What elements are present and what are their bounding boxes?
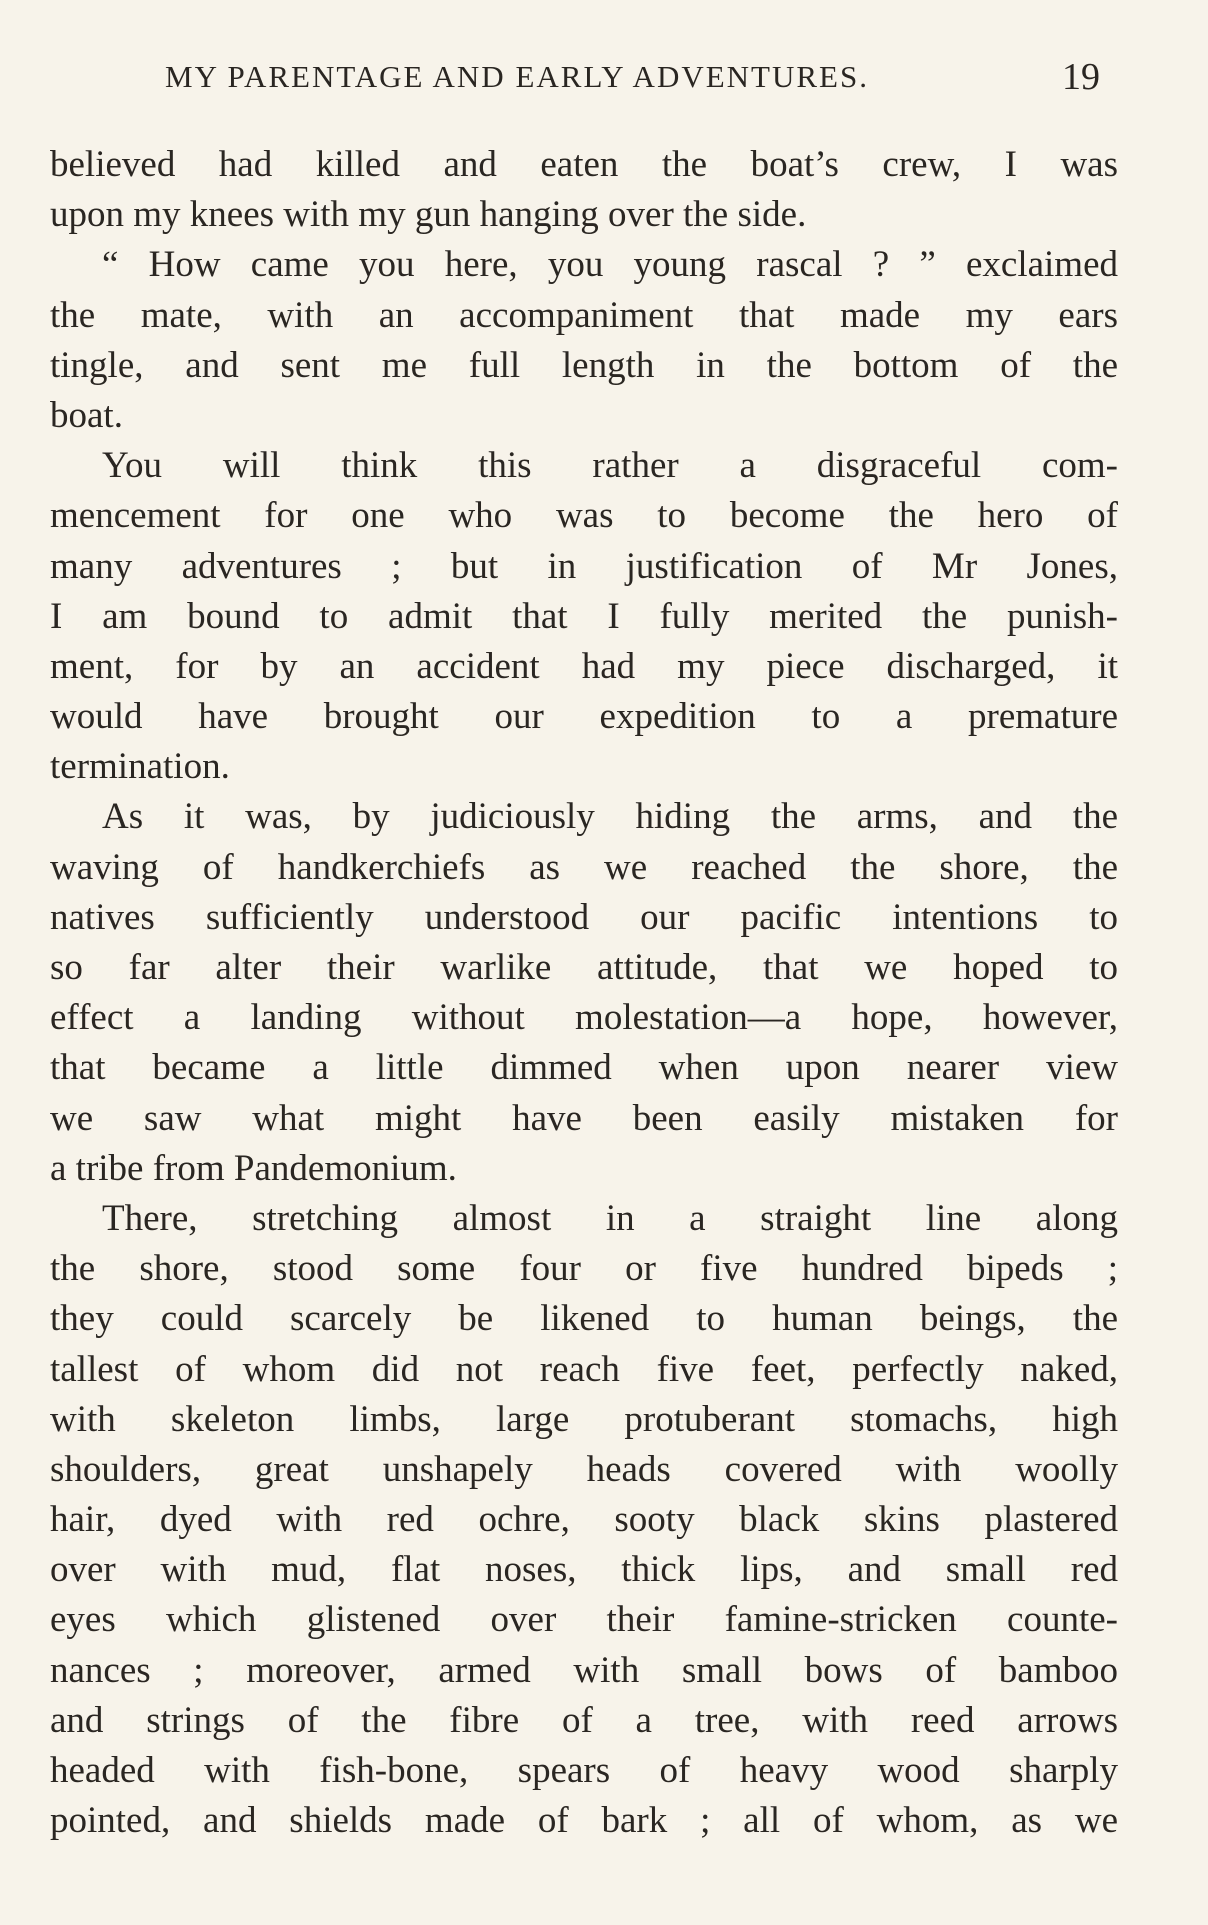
text-line: so far alter their warlike attitude, that we hoped to <box>50 947 1118 988</box>
body-text <box>50 140 1118 1846</box>
running-head <box>165 52 1100 102</box>
text-line: hair, dyed with red ochre, sooty black skins plastered <box>50 1499 1118 1541</box>
text-line: ment, for by an accident had my piece discharged, it <box>50 645 1118 687</box>
running-title: MY PARENTAGE AND EARLY ADVENTURES. <box>165 59 869 94</box>
text-line: many adventures ; but in justification of Mr Jones, <box>50 545 1118 587</box>
text-line: the shore, stood some four or five hundred bipeds ; <box>50 1248 1118 1290</box>
text-line: pointed, and shields made of bark ; all of whom, as we <box>50 1800 1118 1842</box>
text-line: tallest of whom did not reach five feet, perfectly naked, <box>50 1348 1118 1390</box>
text-line: believed had killed and eaten the boat’s crew, I was <box>50 144 1118 185</box>
text-line: a tribe from Pandemonium. <box>50 1147 457 1189</box>
text-line: “ How came you here, you young rascal ? ” exclaimed <box>102 244 1118 286</box>
text-line: You will think this rather a disgraceful com- <box>102 445 1118 487</box>
text-line: effect a landing without molestation—a hope, however, <box>50 997 1118 1039</box>
text-line: natives sufficiently understood our pacific intentions to <box>50 896 1118 938</box>
page-number: 19 <box>1062 56 1100 98</box>
text-line: waving of handkerchiefs as we reached the shore, the <box>50 846 1118 888</box>
text-line: shoulders, great unshapely heads covered with woolly <box>50 1448 1118 1490</box>
text-line: headed with fish-bone, spears of heavy wood sharply <box>50 1750 1118 1791</box>
text-line: tingle, and sent me full length in the bottom of the <box>50 344 1118 386</box>
text-line: that became a little dimmed when upon nearer view <box>50 1047 1118 1089</box>
text-line: nances ; moreover, armed with small bows of bamboo <box>50 1649 1118 1691</box>
text-line: they could scarcely be likened to human beings, the <box>50 1298 1118 1340</box>
text-line: upon my knees with my gun hanging over the side. <box>50 194 807 236</box>
text-line: the mate, with an accompaniment that made my ears <box>50 294 1118 336</box>
text-line: As it was, by judiciously hiding the arms, and the <box>102 796 1118 838</box>
text-line: would have brought our expedition to a premature <box>50 696 1118 738</box>
text-line: we saw what might have been easily mistaken for <box>50 1097 1118 1139</box>
text-line: mencement for one who was to become the hero of <box>50 495 1118 537</box>
text-line: over with mud, flat noses, thick lips, and small red <box>50 1549 1118 1591</box>
text-line: eyes which glistened over their famine-stricken counte- <box>50 1599 1118 1641</box>
text-line: boat. <box>50 394 123 436</box>
text-line: with skeleton limbs, large protuberant stomachs, high <box>50 1398 1118 1440</box>
text-line: There, stretching almost in a straight line along <box>102 1197 1118 1239</box>
text-line: termination. <box>50 746 230 788</box>
text-line: I am bound to admit that I fully merited the punish- <box>50 595 1118 637</box>
text-line: and strings of the fibre of a tree, with reed arrows <box>50 1699 1118 1741</box>
